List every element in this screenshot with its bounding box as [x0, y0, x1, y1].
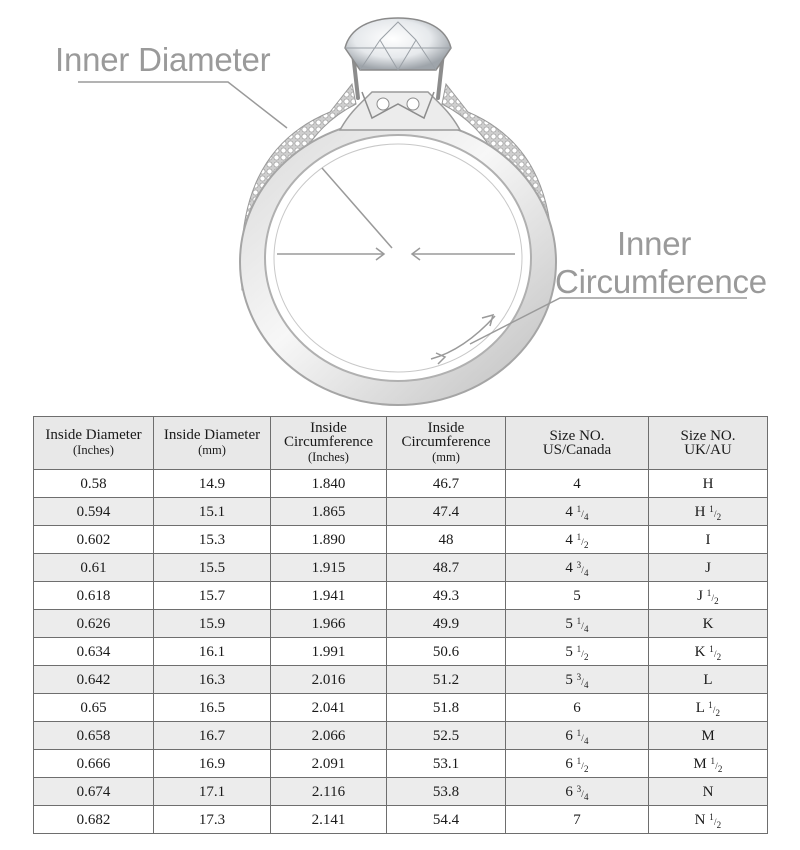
size-whole: 4 [573, 475, 581, 492]
table-row [34, 526, 768, 554]
size-fraction: $^1/_2$ [709, 643, 722, 662]
size-whole: 4 [565, 531, 573, 548]
size-letter: M [693, 755, 707, 772]
cell-size-uk-au [649, 722, 768, 750]
cell-inside-diameter-inches: 0.58 [34, 470, 154, 498]
table-row [34, 778, 768, 806]
cell-size-uk-au [649, 666, 768, 694]
cell-size-us-canada [506, 582, 649, 610]
header-size-uk-au: Size NO. UK/AU [649, 417, 768, 470]
ring-size-table [33, 416, 768, 834]
cell-inside-circumference-inches: 1.865 [271, 498, 387, 526]
cell-size-us-canada [506, 694, 649, 722]
cell-size-us-canada [506, 638, 649, 666]
size-letter: L [695, 699, 705, 716]
cell-inside-diameter-inches: 0.626 [34, 610, 154, 638]
cell-inside-diameter-mm: 17.1 [154, 778, 271, 806]
cell-inside-diameter-mm: 17.3 [154, 806, 271, 834]
size-whole: 6 [565, 727, 573, 744]
cell-size-uk-au [649, 750, 768, 778]
cell-size-uk-au [649, 470, 768, 498]
size-fraction: $^1/_4$ [576, 503, 589, 522]
size-letter: N [702, 783, 714, 800]
size-fraction: $^3/_4$ [576, 783, 589, 802]
size-whole: 5 [565, 671, 573, 688]
table-header-row [34, 417, 768, 470]
size-letter: H [694, 503, 706, 520]
cell-size-uk-au [649, 526, 768, 554]
cell-size-us-canada [506, 610, 649, 638]
cell-size-uk-au [649, 610, 768, 638]
cell-size-uk-au [649, 806, 768, 834]
size-whole: 6 [565, 783, 573, 800]
cell-inside-circumference-inches: 1.890 [271, 526, 387, 554]
size-whole: 5 [565, 615, 573, 632]
cell-inside-diameter-inches: 0.674 [34, 778, 154, 806]
cell-inside-circumference-mm: 51.2 [387, 666, 506, 694]
size-fraction: $^1/_2$ [576, 643, 589, 662]
cell-inside-circumference-inches: 1.966 [271, 610, 387, 638]
cell-inside-circumference-mm: 54.4 [387, 806, 506, 834]
size-letter: J [697, 587, 703, 604]
cell-size-uk-au [649, 638, 768, 666]
size-whole: 4 [565, 503, 573, 520]
cell-inside-diameter-inches: 0.666 [34, 750, 154, 778]
cell-size-uk-au [649, 582, 768, 610]
size-fraction: $^1/_2$ [709, 503, 722, 522]
cell-inside-diameter-inches: 0.594 [34, 498, 154, 526]
inner-diameter-label: Inner Diameter [55, 41, 271, 78]
table-row [34, 750, 768, 778]
cell-inside-circumference-mm: 49.9 [387, 610, 506, 638]
cell-inside-diameter-mm: 16.9 [154, 750, 271, 778]
size-letter: L [703, 671, 713, 688]
size-letter: N [694, 811, 706, 828]
size-fraction: $^1/_2$ [710, 755, 723, 774]
cell-inside-diameter-mm: 15.9 [154, 610, 271, 638]
cell-inside-diameter-inches: 0.634 [34, 638, 154, 666]
cell-inside-diameter-inches: 0.658 [34, 722, 154, 750]
cell-inside-circumference-mm: 50.6 [387, 638, 506, 666]
cell-size-uk-au [649, 694, 768, 722]
header-inside-circumference-inches: Inside Circumference (Inches) [271, 417, 387, 470]
cell-inside-circumference-inches: 1.941 [271, 582, 387, 610]
table-row [34, 722, 768, 750]
header-inside-circumference-mm: Inside Circumference (mm) [387, 417, 506, 470]
cell-size-us-canada [506, 470, 649, 498]
size-fraction: $^1/_2$ [576, 755, 589, 774]
table-row [34, 610, 768, 638]
cell-inside-circumference-inches: 1.991 [271, 638, 387, 666]
cell-inside-diameter-mm: 15.7 [154, 582, 271, 610]
header-inside-diameter-inches: Inside Diameter (Inches) [34, 417, 154, 470]
size-fraction: $^1/_4$ [576, 615, 589, 634]
size-letter: J [705, 559, 711, 576]
cell-size-us-canada [506, 722, 649, 750]
cell-inside-diameter-mm: 16.7 [154, 722, 271, 750]
cell-inside-diameter-mm: 16.3 [154, 666, 271, 694]
size-fraction: $^1/_4$ [576, 727, 589, 746]
cell-size-uk-au [649, 554, 768, 582]
cell-size-uk-au [649, 778, 768, 806]
cell-size-us-canada [506, 666, 649, 694]
size-whole: 5 [565, 643, 573, 660]
cell-inside-circumference-mm: 52.5 [387, 722, 506, 750]
cell-inside-circumference-inches: 1.915 [271, 554, 387, 582]
size-whole: 6 [565, 755, 573, 772]
cell-inside-circumference-mm: 47.4 [387, 498, 506, 526]
cell-size-us-canada [506, 526, 649, 554]
header-size-us-canada: Size NO. US/Canada [506, 417, 649, 470]
cell-size-us-canada [506, 498, 649, 526]
cell-inside-circumference-mm: 49.3 [387, 582, 506, 610]
cell-inside-diameter-inches: 0.682 [34, 806, 154, 834]
cell-size-uk-au [649, 498, 768, 526]
cell-inside-diameter-mm: 16.1 [154, 638, 271, 666]
cell-inside-diameter-mm: 15.5 [154, 554, 271, 582]
header-inside-diameter-mm: Inside Diameter (mm) [154, 417, 271, 470]
cell-inside-circumference-inches: 2.141 [271, 806, 387, 834]
table-row [34, 470, 768, 498]
table-row [34, 806, 768, 834]
size-whole: 5 [573, 587, 581, 604]
cell-inside-circumference-inches: 2.066 [271, 722, 387, 750]
cell-size-us-canada [506, 554, 649, 582]
cell-inside-circumference-mm: 46.7 [387, 470, 506, 498]
size-fraction: $^3/_4$ [576, 559, 589, 578]
cell-size-us-canada [506, 778, 649, 806]
table-body [34, 470, 768, 834]
table-row [34, 638, 768, 666]
size-fraction: $^3/_4$ [576, 671, 589, 690]
size-fraction: $^1/_2$ [708, 699, 721, 718]
diamond-solitaire-ring-icon [240, 18, 556, 405]
cell-size-us-canada [506, 806, 649, 834]
cell-inside-circumference-mm: 53.1 [387, 750, 506, 778]
cell-inside-circumference-inches: 2.041 [271, 694, 387, 722]
cell-inside-circumference-mm: 48 [387, 526, 506, 554]
size-letter: H [702, 475, 714, 492]
cell-inside-circumference-inches: 2.016 [271, 666, 387, 694]
size-whole: 4 [565, 559, 573, 576]
table-row [34, 666, 768, 694]
cell-inside-diameter-inches: 0.642 [34, 666, 154, 694]
cell-inside-circumference-mm: 51.8 [387, 694, 506, 722]
cell-inside-diameter-mm: 14.9 [154, 470, 271, 498]
size-fraction: $^1/_2$ [576, 531, 589, 550]
cell-inside-circumference-inches: 1.840 [271, 470, 387, 498]
cell-size-us-canada [506, 750, 649, 778]
table-row [34, 498, 768, 526]
cell-inside-circumference-mm: 48.7 [387, 554, 506, 582]
size-fraction: $^1/_2$ [709, 811, 722, 830]
cell-inside-circumference-inches: 2.091 [271, 750, 387, 778]
size-letter: K [702, 615, 714, 632]
cell-inside-circumference-mm: 53.8 [387, 778, 506, 806]
cell-inside-diameter-inches: 0.61 [34, 554, 154, 582]
size-letter: I [705, 531, 711, 548]
size-letter: K [694, 643, 706, 660]
cell-inside-diameter-mm: 16.5 [154, 694, 271, 722]
cell-inside-diameter-inches: 0.65 [34, 694, 154, 722]
inner-circumference-label-line2: Circumference [555, 263, 767, 300]
cell-inside-diameter-mm: 15.1 [154, 498, 271, 526]
cell-inside-circumference-inches: 2.116 [271, 778, 387, 806]
size-fraction: $^1/_2$ [706, 587, 719, 606]
size-whole: 6 [573, 699, 581, 716]
table-row [34, 582, 768, 610]
cell-inside-diameter-inches: 0.602 [34, 526, 154, 554]
inner-circumference-label-line1: Inner [617, 225, 692, 262]
table-row [34, 554, 768, 582]
table-row [34, 694, 768, 722]
size-letter: M [701, 727, 715, 744]
cell-inside-diameter-mm: 15.3 [154, 526, 271, 554]
size-whole: 7 [573, 811, 581, 828]
cell-inside-diameter-inches: 0.618 [34, 582, 154, 610]
